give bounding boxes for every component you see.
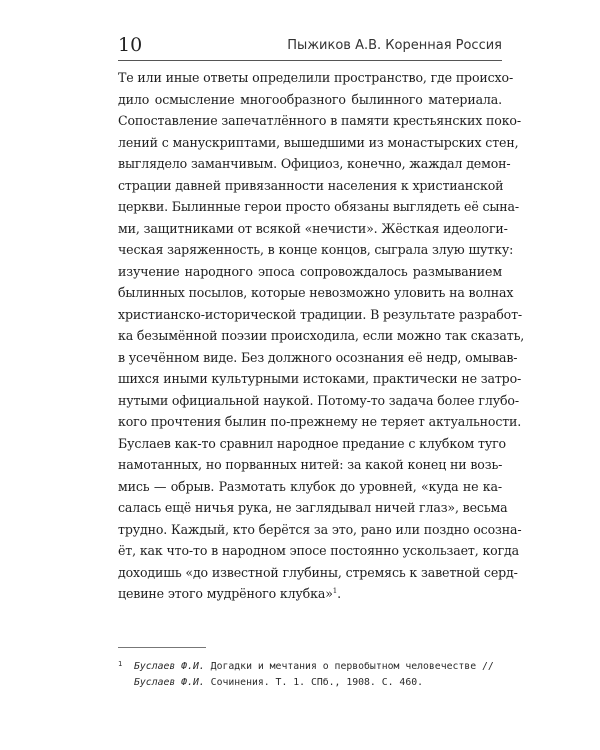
footnote-rule — [118, 647, 206, 648]
text-line: Те или иные ответы определили пространство, где происхо- — [118, 70, 514, 85]
text-line: церкви. Былинные герои просто обязаны выглядеть её сына- — [118, 199, 519, 214]
text-line: былинных посылов, которые невозможно уловить на волнах — [118, 285, 514, 300]
footnote — [118, 659, 502, 691]
text-line: ка безымённой поэзии происходила, если можно так сказать, — [118, 328, 525, 343]
text-line: христианско-исторической традиции. В результате разработ- — [118, 306, 523, 322]
text-line: страции давней привязанности населения к христианской — [118, 177, 504, 193]
running-head — [118, 33, 502, 63]
text-line: кого прочтения былин по-прежнему не теряет актуальности. — [118, 414, 522, 429]
last-line-text: цевине этого мудрёного клубка» — [118, 586, 333, 601]
text-line: ческая заряженность, в конце концов, сыграла злую шутку: — [118, 242, 514, 257]
text-line: намотанных, но порванных нитей: за какой конец ни возь- — [118, 457, 503, 472]
text-line: Буслаев как-то сравнил народное предание с клубком туго — [118, 435, 506, 451]
footnote-marker: 1 — [118, 660, 123, 668]
text-line: нутыми официальной наукой. Потому-то задача более глубо- — [118, 392, 519, 408]
text-line: выглядело заманчивым. Официоз, конечно, жаждал демон- — [118, 156, 511, 171]
text-line: доходишь «до известной глубины, стремясь к заветной серд- — [118, 564, 518, 580]
text-line: в усечённом виде. Без должного осознания её недр, омывав- — [118, 349, 518, 365]
text-line: салась ещё ничья рука, не заглядывал ничей глаз», весьма — [118, 500, 508, 515]
header-rule — [118, 60, 502, 61]
text-line: шихся иными культурными истоками, практически не затро- — [118, 371, 522, 386]
text-line: ёт, как что-то в народном эпосе постоянно ускользает, когда — [118, 543, 520, 558]
body-text — [118, 67, 525, 605]
text-line: изучение народного эпоса сопровождалось размыванием — [118, 263, 502, 279]
footnote-author: Буслаев Ф.И. — [134, 677, 205, 688]
text-line: мись — обрыв. Размотать клубок до уровней, «куда не ка- — [118, 478, 502, 494]
footnote-text: Сочинения. Т. 1. СПб., 1908. С. 460. — [204, 677, 424, 688]
text-line: дило осмысление многообразного былинного материала. — [118, 91, 502, 107]
running-title: Пыжиков А.В. Коренная Россия — [287, 38, 502, 53]
footnote-text: Догадки и мечтания о первобытном человечестве // — [204, 661, 494, 672]
text-line: лений с манускриптами, вышедшими из монастырских стен, — [118, 134, 519, 150]
text-line: трудно. Каждый, кто берётся за это, рано или поздно осозна- — [118, 521, 522, 537]
text-line-last — [118, 583, 502, 605]
footnote-line-1 — [134, 659, 502, 675]
text-line: Сопоставление запечатлённого в памяти крестьянских поко- — [118, 113, 521, 128]
period: . — [337, 586, 341, 601]
footnote-line-2 — [134, 675, 502, 691]
text-line: ми, защитниками от всякой «нечисти». Жёсткая идеологи- — [118, 220, 508, 236]
footnote-reference[interactable]: 1 — [332, 587, 338, 595]
page-number: 10 — [118, 34, 143, 56]
footnote-author: Буслаев Ф.И. — [134, 661, 205, 672]
